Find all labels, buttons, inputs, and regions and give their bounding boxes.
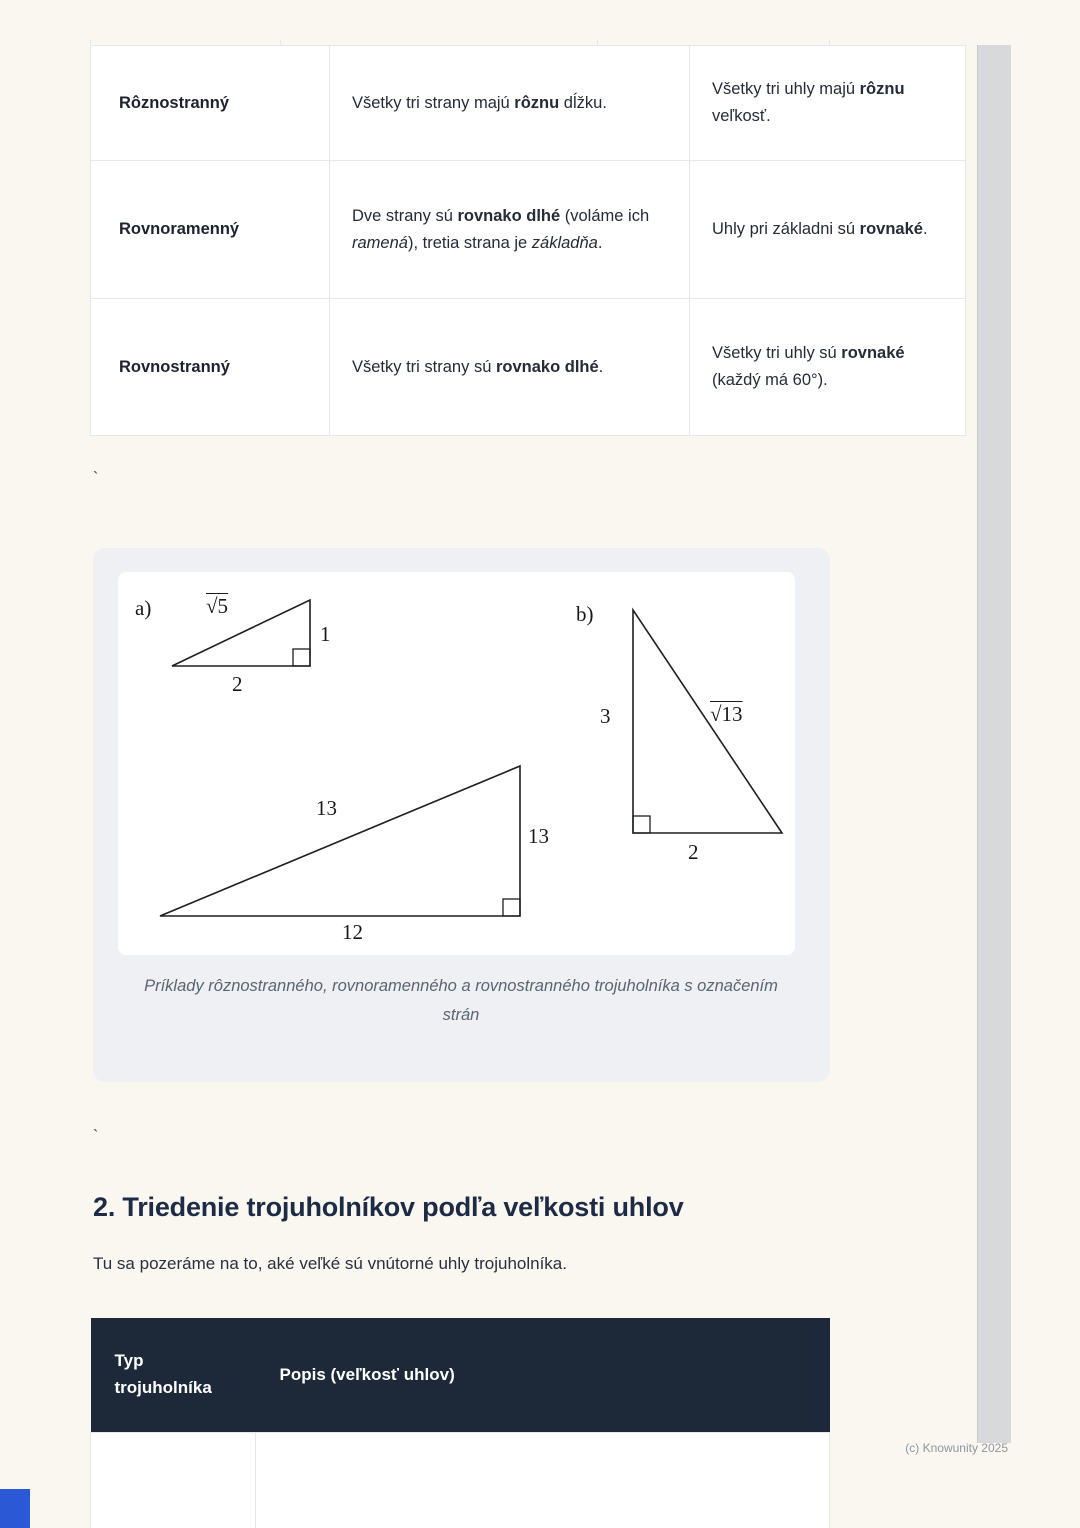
triangle-types-by-sides-table: [90, 45, 966, 436]
type-name: Rôznostranný: [91, 46, 330, 161]
table-header-row: [91, 1318, 830, 1432]
triangle-b-hypotenuse-label: √13: [710, 702, 743, 726]
triangle-diagram: [118, 572, 795, 955]
copyright: (c) Knowunity 2025: [905, 1441, 1008, 1455]
big-triangle-base-label: 12: [342, 920, 363, 944]
big-triangle-hypotenuse-label: 13: [316, 796, 337, 820]
stray-backtick: `: [93, 1128, 99, 1145]
angles-description: Všetky tri uhly sú rovnaké (každý má 60°).: [690, 299, 966, 436]
figure-caption: Príklady rôznostranného, rovnoramenného a rovnostranného trojuholníka s označením strán: [144, 977, 778, 1024]
sides-description: Dve strany sú rovnako dlhé (voláme ich ramená), tretia strana je základňa.: [330, 161, 690, 299]
table-row: [91, 161, 966, 299]
triangle-a-base-label: 2: [232, 672, 243, 696]
next-page-edge: [977, 45, 1011, 1443]
section-intro: Tu sa pozeráme na to, aké veľké sú vnútorné uhly trojuholníka.: [93, 1254, 567, 1273]
angles-description: Všetky tri uhly majú rôznu veľkosť.: [690, 46, 966, 161]
table-row: [91, 299, 966, 436]
column-header-description: Popis (veľkosť uhlov): [256, 1318, 830, 1432]
triangle-b-leg-label: 3: [600, 704, 611, 728]
table-row: [91, 46, 966, 161]
section-heading: 2. Triedenie trojuholníkov podľa veľkosti uhlov: [93, 1192, 684, 1222]
page-accent-bar: [0, 1489, 30, 1528]
triangle-b-base-label: 2: [688, 840, 699, 864]
table-row: [91, 1432, 830, 1528]
big-triangle-leg-label: 13: [528, 824, 549, 848]
figure-card: [93, 548, 830, 1082]
triangle-types-by-angles-table: [90, 1318, 830, 1528]
triangle-a-hypotenuse-label: √5: [206, 594, 229, 618]
type-name: Rovnoramenný: [91, 161, 330, 299]
triangles-drawing: [118, 572, 795, 955]
angles-description: Uhly pri základni sú rovnaké.: [690, 161, 966, 299]
triangle-a-leg-label: 1: [320, 622, 331, 646]
sides-description: Všetky tri strany majú rôznu dĺžku.: [330, 46, 690, 161]
empty-cell: [256, 1432, 830, 1528]
empty-cell: [91, 1432, 256, 1528]
triangle-a-label: a): [135, 596, 152, 620]
column-header-type: Typ trojuholníka: [91, 1318, 256, 1432]
type-name: Rovnostranný: [91, 299, 330, 436]
stray-backtick: `: [93, 470, 99, 487]
triangle-b-label: b): [576, 602, 594, 626]
sides-description: Všetky tri strany sú rovnako dlhé.: [330, 299, 690, 436]
